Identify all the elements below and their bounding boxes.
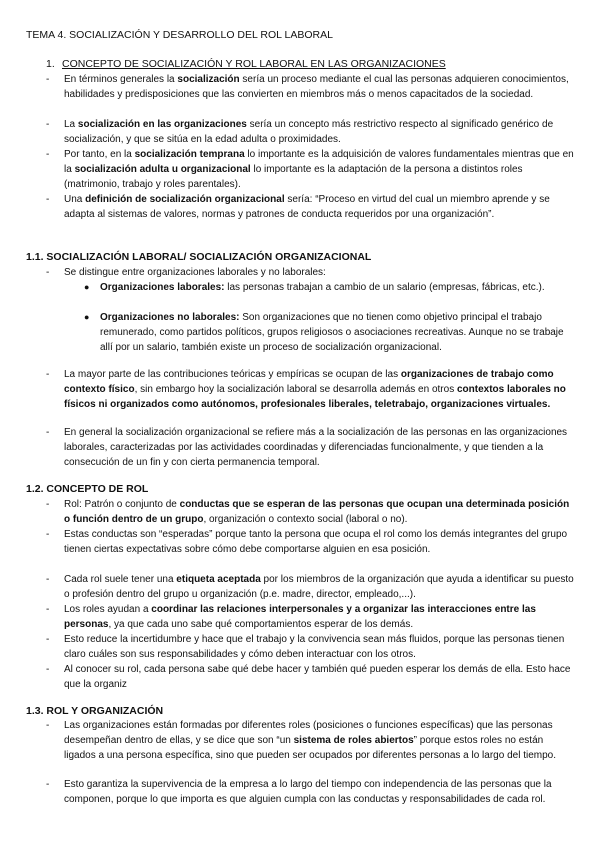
bold-text: definición de socialización organizacional — [85, 194, 285, 205]
text: Cada rol suele tener una — [64, 574, 177, 585]
text: lo importante es la adaptación de la persona a distintos roles (matrimonio, trabajo y roles parentales). — [64, 164, 523, 190]
bold-text: contextos laborales no físicos ni organizados como autónomos, profesionales liberales, teletrabajo, organizaciones virtuales. — [64, 384, 566, 410]
s11-item-1 — [46, 265, 576, 280]
section-1-title: CONCEPTO DE SOCIALIZACIÓN Y ROL LABORAL EN LAS ORGANIZACIONES — [62, 58, 446, 70]
dash-marker: - — [46, 427, 50, 438]
dash-marker: - — [46, 74, 50, 85]
s11-bullet-2 — [84, 310, 576, 355]
bold-text: conductas que se esperan de las personas que ocupan una determinada posición o función dentro de un grupo — [64, 499, 570, 525]
text: las personas trabajan a cambio de un salario (empresas, fábricas, etc.). — [224, 282, 545, 293]
s11-item-3 — [46, 425, 576, 470]
dash-marker: - — [46, 499, 50, 510]
dash-marker: - — [46, 529, 50, 540]
text: La — [64, 119, 78, 130]
text: , sin embargo hoy la socialización laboral se desarrolla además en otros — [134, 384, 457, 395]
s1-item-4 — [46, 192, 576, 222]
dash-marker: - — [46, 720, 50, 731]
text: Esto garantiza la supervivencia de la empresa a lo largo del tiempo con independencia de las personas que la componen, porque lo que importa es que alguien cumpla con las conductas y responsabilidades de cada rol. — [64, 779, 552, 805]
section-1-1-heading: 1.1. SOCIALIZACIÓN LABORAL/ SOCIALIZACIÓN ORGANIZACIONAL — [26, 251, 372, 263]
section-1-3-heading: 1.3. ROL Y ORGANIZACIÓN — [26, 705, 164, 717]
s12-item-1 — [46, 497, 576, 527]
text: ” porque estos roles no están ligados a una persona específica, sino que pueden ser ocupados por diferentes personas a lo largo del tiempo. — [64, 735, 556, 761]
text: , ya que cada uno sabe qué comportamientos esperar de los demás. — [108, 619, 414, 630]
text: Son organizaciones que no tienen como objetivo principal el trabajo remunerado, como partidos políticos, grupos religiosos o asociaciones recreativas. Aunque no se trabaje allí por un salario, también existe un proceso de socialización organizacional. — [100, 312, 564, 353]
dash-marker: - — [46, 267, 50, 278]
dash-marker: - — [46, 634, 50, 645]
document-title: TEMA 4. SOCIALIZACIÓN Y DESARROLLO DEL ROL LABORAL — [26, 29, 333, 41]
s12-item-6 — [46, 662, 576, 692]
s1-item-2 — [46, 117, 576, 147]
text: por los miembros de la organización que ayuda a identificar su puesto o profesión dentro del grupo u organización (p.e. madre, director, empleado,...). — [64, 574, 574, 600]
dash-marker: - — [46, 194, 50, 205]
text: Por tanto, en la — [64, 149, 135, 160]
bold-text: Organizaciones no laborales: — [100, 312, 240, 323]
s1-item-1 — [46, 72, 576, 102]
bold-text: Organizaciones laborales: — [100, 282, 225, 293]
text: Esto reduce la incertidumbre y hace que el trabajo y la convivencia sean más fluidos, porque las personas tienen claro cuáles son sus responsabilidades y cómo deben interactuar con los otros. — [64, 634, 565, 660]
text: , organización o contexto social (laboral o no). — [203, 514, 408, 525]
section-1-number: 1. — [46, 58, 55, 70]
dash-marker: - — [46, 149, 50, 160]
bold-text: coordinar las relaciones interpersonales y a organizar las interacciones entre las personas — [64, 604, 536, 630]
dash-marker: - — [46, 779, 50, 790]
dash-marker: - — [46, 604, 50, 615]
s13-item-1 — [46, 718, 576, 763]
s11-item-2 — [46, 367, 576, 412]
dash-marker: - — [46, 664, 50, 675]
dash-marker: - — [46, 574, 50, 585]
text: sería un proceso mediante el cual las personas adquieren conocimientos, habilidades y predisposiciones que las convierten en miembros más o menos capacitados de la sociedad. — [64, 74, 569, 100]
text: La mayor parte de las contribuciones teóricas y empíricas se ocupan de las — [64, 369, 401, 380]
bold-text: sistema de roles abiertos — [293, 735, 414, 746]
s1-item-3 — [46, 147, 576, 192]
s12-item-2 — [46, 527, 576, 557]
bullet-marker: ● — [84, 312, 90, 322]
text: Estas conductas son “esperadas” porque tanto la persona que ocupa el rol como los demás integrantes del grupo tienen ciertas expectativas sobre cómo debe comportarse alguien en esa posición. — [64, 529, 568, 555]
section-1-heading — [46, 57, 446, 72]
bold-text: socialización — [177, 74, 240, 85]
bold-text: socialización temprana — [134, 149, 245, 160]
text: sería: “Proceso en virtud del cual un miembro aprende y se adapta al sistemas de valores, normas y patrones de conducta requeridos por una organización”. — [64, 194, 550, 220]
text: Se distingue entre organizaciones laborales y no laborales: — [64, 267, 326, 278]
text: Al conocer su rol, cada persona sabe qué debe hacer y también qué pueden esperar los demás de ella. Esto hace que la organiz — [64, 664, 571, 690]
s12-item-5 — [46, 632, 576, 662]
text: En general la socialización organizacional se refiere más a la socialización de las personas en las organizaciones laborales, caracterizadas por las actividades coordinadas y diferenciadas funcionalmente, y que tienden a la consecución de un fin y con cierta permanencia temporal. — [64, 427, 568, 468]
bold-text: etiqueta aceptada — [176, 574, 261, 585]
bullet-marker: ● — [84, 282, 90, 292]
text: En términos generales la — [64, 74, 178, 85]
dash-marker: - — [46, 369, 50, 380]
text: Rol: Patrón o conjunto de — [64, 499, 180, 510]
s11-bullet-1 — [84, 280, 576, 295]
s13-item-2 — [46, 777, 576, 807]
section-1-2-heading: 1.2. CONCEPTO DE ROL — [26, 483, 149, 495]
text: lo importante es la adquisición de valores fundamentales mientras que en la — [64, 149, 574, 175]
bold-text: socialización en las organizaciones — [77, 119, 247, 130]
bold-text: socialización adulta u organizacional — [74, 164, 251, 175]
dash-marker: - — [46, 119, 50, 130]
s12-item-3 — [46, 572, 576, 602]
bold-text: organizaciones de trabajo como contexto físico — [64, 369, 554, 395]
text: Una — [64, 194, 86, 205]
s12-item-4 — [46, 602, 576, 632]
text: Las organizaciones están formadas por diferentes roles (posiciones o funciones específicas) que las personas desempeñan dentro de ellas, y se dice que son “un — [64, 720, 553, 746]
text: Los roles ayudan a — [64, 604, 152, 615]
text: sería un concepto más restrictivo respecto al significado genérico de socialización, y que se sitúa en la edad adulta o proximidades. — [64, 119, 554, 145]
